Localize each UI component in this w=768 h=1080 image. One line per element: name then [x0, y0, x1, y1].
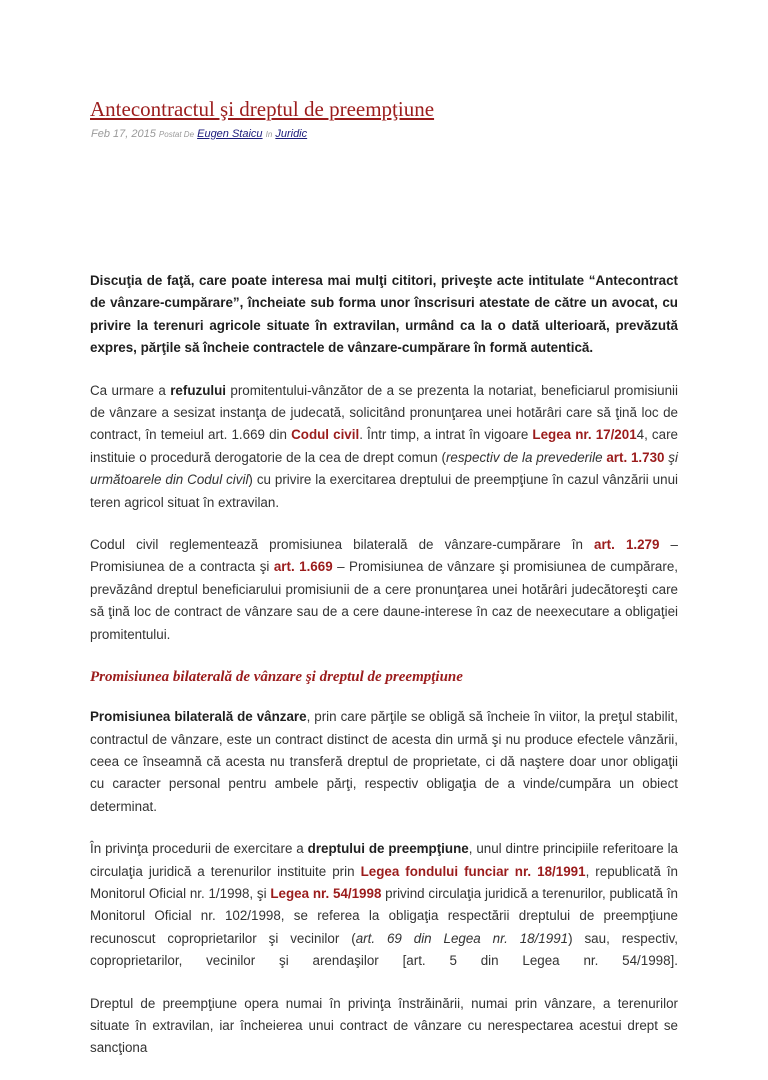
text-span: – Promisiunea de vânzare şi promisiunea de cumpărare, prevăzând dreptul beneficiarului promisiunii de a cere pronunţarea unei hotărâri judecătoreşti care să ţină loc de contract de vânzare sau de a cere daune-interese în caz de neexecutare a obligaţiei promitentului.: [90, 559, 678, 642]
posted-by-label: Postat De: [158, 130, 195, 139]
text-span: promitentului-vânzător de a se prezenta la notariat, beneficiarul promisiunii de vânzare a sesizat instanţa de judecată, solicitând pronunţarea unei hotărâri care să ţină loc de contract, în temeiul art. 1.669 din: [90, 382, 678, 443]
text-span: Codul civil reglementează promisiunea bilaterală de vânzare-cumpărare în: [90, 537, 595, 553]
link-legea-54-1998[interactable]: Legea nr. 54/1998: [270, 885, 382, 901]
text-span: privind circulaţia juridică a terenurilor, publicată în Monitorul Oficial nr. 102/1998, se referea la obligaţia respectării dreptului de preempţiune recunoscut coproprietarilor şi vecinilor (: [90, 885, 678, 946]
italic-span: art. 69 din Legea nr. 18/1991: [355, 930, 569, 946]
author-link[interactable]: Eugen Staicu: [197, 128, 263, 140]
link-legea-17[interactable]: Legea nr. 17/201: [532, 427, 637, 443]
text-span: , unul dintre principiile referitoare la circulaţia juridică a terenurilor instituite prin: [90, 841, 679, 879]
paragraph-final: Dreptul de preempţiune opera numai în privinţa înstrăinării, numai prin vânzare, a terenurilor situate în extravilan, iar încheierea unui contract de vânzare cu nerespectarea acestui drept se sancţiona: [90, 995, 678, 1056]
italic-span: respectiv de la prevederile: [445, 449, 603, 465]
article-title[interactable]: Antecontractul şi dreptul de preempţiune: [90, 97, 435, 121]
paragraph-refuz: [90, 380, 678, 514]
article-meta: [91, 127, 307, 142]
link-codul-civil[interactable]: Codul civil: [291, 427, 360, 443]
link-art-1669[interactable]: art. 1.669: [273, 559, 333, 575]
text-span: . Într timp, a intrat în vigoare: [359, 427, 533, 443]
text-span: , prin care părţile se obligă să încheie în viitor, la preţul stabilit, contractul de vânzare, este un contract distinct de acesta din urmă şi nu produce efectele vânzării, ceea ce înseamnă că acesta nu transferă dreptul de proprietate, ci dă naştere doar unor obligaţii cu caracter personal pentru ambele părţi, respectiv obligaţia de a vinde/cumpăra un obiect determinat.: [90, 709, 678, 814]
bold-promisiunea: Promisiunea bilaterală de vânzare: [90, 709, 307, 725]
post-date: Feb 17, 2015: [91, 128, 156, 140]
link-art-1279[interactable]: art. 1.279: [594, 537, 660, 553]
text-span: În privinţa procedurii de exercitare a: [90, 841, 308, 857]
text-span: , republicată în Monitorul Oficial nr. 1/1998, şi: [90, 863, 678, 901]
text-span: 4, care instituie o procedură derogatorie de la cea de drept comun (: [90, 427, 678, 465]
text-span: ) cu privire la exercitarea dreptului de preempţiune în cazul vânzării unui teren agricol situat în extravilan.: [90, 472, 678, 510]
link-art-1730[interactable]: art. 1.730: [602, 449, 665, 465]
bold-refuzului: refuzului: [170, 382, 226, 398]
text-span: – Promisiunea de a contracta şi: [90, 537, 678, 575]
paragraph-preemptiune: [90, 838, 678, 972]
intro-paragraph: Discuţia de faţă, care poate interesa mai mulţi cititori, priveşte acte intitulate “Antecontract de vânzare-cumpărare”, încheiate sub forma unor înscrisuri atestate de către un avocat, cu privire la terenuri agricole situate în extravilan, urmând ca la o dată ulterioară, prevăzută expres, părţile să încheie contractele de vânzare-cumpărare în formă autentică.: [90, 273, 678, 356]
paragraph-codul-civil: [90, 534, 678, 646]
text-span: ) sau, respectiv, coproprietarilor, vecinilor şi arendaşilor [art. 5 din Legea nr. 54/1998].: [90, 930, 678, 969]
in-label: In: [265, 130, 273, 139]
paragraph-promisiune: [90, 706, 678, 818]
article-body: [90, 270, 678, 1080]
link-legea-18-1991[interactable]: Legea fondului funciar nr. 18/1991: [360, 863, 586, 879]
bold-dreptului: dreptului de preempţiune: [307, 841, 469, 857]
category-link[interactable]: Juridic: [275, 128, 308, 140]
text-span: Ca urmare a: [90, 382, 171, 398]
italic-span: şi următoarele din Codul civil: [90, 449, 678, 488]
section-subheading: Promisiunea bilaterală de vânzare şi dreptul de preempţiune: [90, 669, 463, 686]
